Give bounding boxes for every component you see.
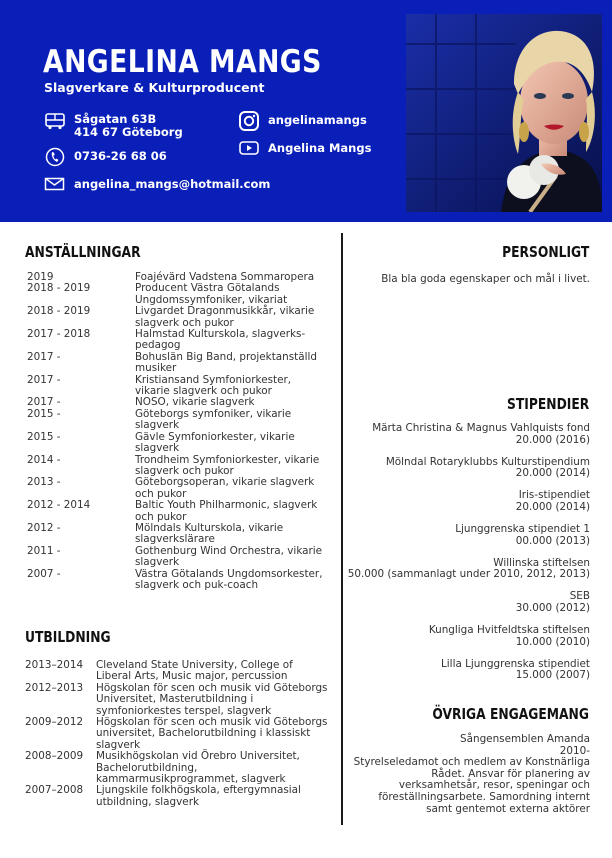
list-item — [27, 500, 327, 523]
item-year: 2008–2009 — [25, 750, 84, 763]
scholarship-amount: 20.000 (2014) — [515, 467, 590, 480]
item-year: 2007 - — [27, 567, 61, 580]
item-description: Musikhögskolan vid Örebro Universitet, Bachelorutbildning, kammarmusikprogrammet, slagverk — [96, 750, 300, 786]
profile-photo — [406, 14, 602, 212]
header-banner — [0, 0, 612, 222]
item-description: Livgardet Dragonmusikkår, vikarie slagverk och pukor — [135, 305, 315, 329]
scholarship-entry — [330, 457, 590, 480]
item-year: 2017 - 2018 — [27, 328, 91, 341]
item-year: 2019 — [27, 271, 54, 283]
item-year: 2007–2008 — [25, 784, 84, 797]
other-organization: Sångensemblen Amanda — [460, 733, 590, 745]
youtube-block — [238, 140, 398, 160]
item-year: 2015 - — [27, 430, 61, 443]
item-year: 2014 - — [27, 453, 61, 466]
scholarship-entry — [330, 625, 590, 648]
person-title: Slagverkare & Kulturproducent — [44, 80, 265, 95]
list-item — [27, 283, 327, 306]
list-item — [27, 432, 327, 455]
item-year: 2012 - — [27, 521, 61, 534]
scholarship-name: Lilla Ljunggrenska stipendiet — [441, 657, 590, 670]
scholarship-entry — [330, 490, 590, 513]
list-item — [27, 375, 327, 398]
item-year: 2011 - — [27, 544, 61, 557]
item-year: 2017 - — [27, 396, 61, 409]
youtube-icon — [238, 140, 260, 160]
list-item — [25, 751, 331, 785]
item-description: Trondheim Symfoniorkester, vikarie slagverk och pukor — [135, 453, 320, 477]
youtube-channel[interactable]: Angelina Mangs — [268, 141, 372, 155]
item-year: 2018 - 2019 — [27, 282, 91, 295]
list-item — [27, 477, 327, 500]
item-year: 2017 - — [27, 350, 61, 363]
list-item — [25, 717, 331, 751]
list-item — [25, 660, 331, 683]
list-item — [27, 523, 327, 546]
envelope-icon — [44, 177, 66, 195]
scholarship-name: Märta Christina & Magnus Vahlquists fond — [372, 422, 590, 434]
item-year: 2018 - 2019 — [27, 305, 91, 318]
scholarship-name: Mölndal Rotaryklubbs Kulturstipendium — [385, 455, 590, 468]
scholarship-amount: 10.000 (2010) — [515, 635, 590, 648]
personal-heading: PERSONLIGT — [501, 243, 589, 261]
scholarship-amount: 20.000 (2016) — [515, 433, 590, 446]
list-item — [27, 409, 327, 432]
item-description: Västra Götalands Ungdomsorkester, slagverk och puk-coach — [135, 567, 323, 591]
scholarship-amount: 30.000 (2012) — [515, 602, 590, 615]
item-description: Producent Västra Götalands Ungdomssymfoniker, vikariat — [135, 282, 288, 306]
list-item — [27, 546, 327, 569]
scholarship-name: SEB — [569, 590, 590, 603]
scholarship-amount: 50.000 (sammanlagt under 2010, 2012, 2013) — [347, 568, 590, 581]
list-item — [27, 329, 327, 352]
list-item — [25, 785, 331, 808]
scholarship-name: Ljunggrenska stipendiet 1 — [455, 523, 590, 536]
item-description: Gothenburg Wind Orchestra, vikarie slagverk — [135, 544, 323, 569]
item-year: 2017 - — [27, 373, 61, 386]
item-description: NOSO, vikarie slagverk — [135, 396, 255, 409]
scholarship-name: Kungliga Hvitfeldtska stiftelsen — [428, 624, 590, 637]
item-year: 2009–2012 — [25, 716, 84, 729]
item-year: 2012 - 2014 — [27, 499, 91, 512]
item-description: Göteborgsoperan, vikarie slagverk och pukor — [135, 476, 315, 500]
other-period: 2010- — [559, 744, 590, 757]
email-block — [44, 177, 274, 195]
item-year: 2013–2014 — [25, 659, 84, 671]
item-year: 2012–2013 — [25, 681, 84, 694]
list-item — [25, 683, 331, 717]
scholarship-amount: 00.000 (2013) — [515, 534, 590, 547]
scholarship-name: Willinska stiftelsen — [493, 556, 590, 569]
scholarship-amount: 15.000 (2007) — [515, 669, 590, 682]
email-address[interactable]: angelina_mangs@hotmail.com — [74, 177, 271, 191]
list-item — [27, 455, 327, 478]
other-block — [350, 734, 590, 815]
scholarship-name: Iris-stipendiet — [518, 489, 590, 502]
item-description: Göteborgs symfoniker, vikarie slagverk — [135, 407, 292, 432]
item-description: Cleveland State University, College of Liberal Arts, Music major, percussion — [96, 659, 293, 683]
item-description: Baltic Youth Philharmonic, slagverk och pukor — [135, 499, 318, 523]
scholarship-entry — [330, 423, 590, 446]
address-line2: 414 67 Göteborg — [74, 125, 183, 139]
item-description: Högskolan för scen och musik vid Göteborgs Universitet, Masterutbildning i symfoniorkestes terspel, slagverk — [96, 681, 328, 717]
item-description: Gävle Symfoniorkester, vikarie slagverk — [135, 430, 295, 455]
person-name: ANGELINA MANGS — [43, 44, 322, 80]
item-year: 2013 - — [27, 476, 61, 489]
item-description: Halmstad Kulturskola, slagverks-pedagog — [135, 328, 306, 352]
item-description: Foajévärd Vadstena Sommaropera — [135, 271, 315, 283]
address-line1: Sågatan 63B — [74, 112, 157, 126]
other-description: Styrelseledamot och medlem av Konstnärliga Rådet. Ansvar för planering av verksamhetsår, resor, speningar och föreställningsarbete. Samordning internt samt gentemot externa aktörer — [353, 756, 590, 815]
scholarships-heading: STIPENDIER — [506, 395, 589, 413]
instagram-handle[interactable]: angelinamangs — [268, 113, 367, 127]
instagram-block — [238, 110, 398, 132]
phone-number[interactable]: 0736-26 68 06 — [74, 149, 167, 163]
education-list — [25, 660, 331, 808]
other-heading: ÖVRIGA ENGAGEMANG — [432, 705, 589, 723]
employment-heading: ANSTÄLLNINGAR — [25, 243, 141, 261]
personal-text: Bla bla goda egenskaper och mål i livet. — [381, 273, 590, 285]
scholarship-entry — [330, 591, 590, 614]
list-item — [27, 352, 327, 375]
list-item — [27, 306, 327, 329]
item-description: Kristiansand Symfoniorkester, vikarie slagverk och pukor — [135, 373, 292, 398]
instagram-icon — [238, 110, 260, 136]
item-year: 2015 - — [27, 407, 61, 420]
item-description: Ljungskile folkhögskola, eftergymnasial utbildning, slagverk — [96, 784, 301, 808]
scholarship-entry — [330, 524, 590, 547]
phone-icon — [44, 147, 66, 171]
address-block — [44, 112, 244, 144]
item-description: Mölndals Kulturskola, vikarie slagverkslärare — [135, 521, 284, 546]
education-heading: UTBILDNING — [25, 628, 111, 646]
list-item — [27, 569, 327, 592]
scholarship-entry — [330, 558, 590, 581]
item-description: Bohuslän Big Band, projektanställd musiker — [135, 350, 317, 375]
phone-block — [44, 147, 244, 167]
employment-list — [27, 272, 327, 591]
item-description: Högskolan för scen och musik vid Göteborgs universitet, Bachelorutbildning i klassiskt slagverk — [96, 716, 328, 751]
scholarships-list — [330, 423, 590, 693]
scholarship-amount: 20.000 (2014) — [515, 500, 590, 513]
scholarship-entry — [330, 659, 590, 682]
bus-icon — [44, 112, 66, 134]
